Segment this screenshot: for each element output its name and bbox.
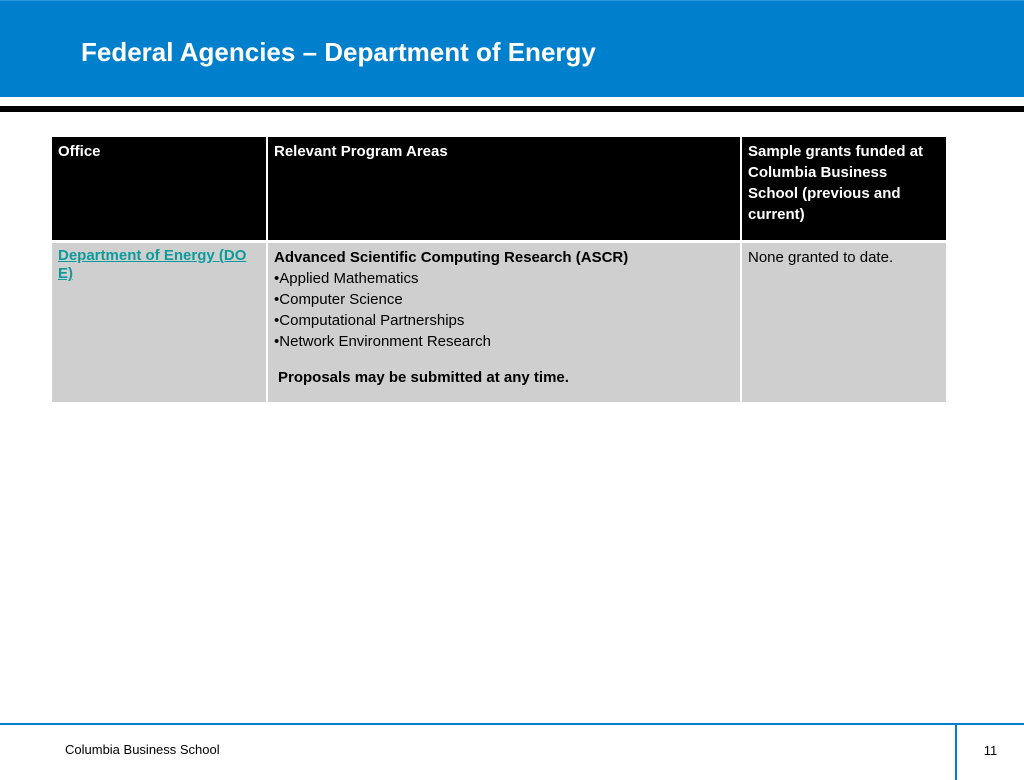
program-list: [274, 268, 734, 352]
slide-title: Federal Agencies – Department of Energy: [81, 37, 596, 67]
sample-grants-cell: None granted to date.: [741, 242, 946, 403]
list-item: • Computational Partnerships: [274, 310, 734, 331]
header-sample-grants: Sample grants funded at Columbia Business School (previous and current): [741, 137, 946, 242]
program-title: Advanced Scientific Computing Research (ASCR): [274, 249, 629, 266]
header-rule: [0, 106, 1024, 112]
program-note: Proposals may be submitted at any time.: [278, 369, 569, 386]
header-program-areas: Relevant Program Areas: [267, 137, 741, 242]
list-item: • Network Environment Research: [274, 331, 734, 352]
program-areas-cell: [267, 242, 741, 403]
header-office: Office: [52, 137, 267, 242]
footer-organization: Columbia Business School: [65, 742, 220, 757]
footer-rule: [0, 723, 1024, 725]
list-item: • Computer Science: [274, 289, 734, 310]
header-band: [0, 0, 1024, 97]
office-cell: [52, 242, 267, 403]
page-number: 11: [983, 743, 998, 758]
list-item: • Applied Mathematics: [274, 268, 734, 289]
agency-table: [52, 137, 946, 402]
table-row: [52, 242, 946, 403]
office-link[interactable]: Department of Energy (DOE): [58, 247, 247, 282]
table-header-row: [52, 137, 946, 242]
